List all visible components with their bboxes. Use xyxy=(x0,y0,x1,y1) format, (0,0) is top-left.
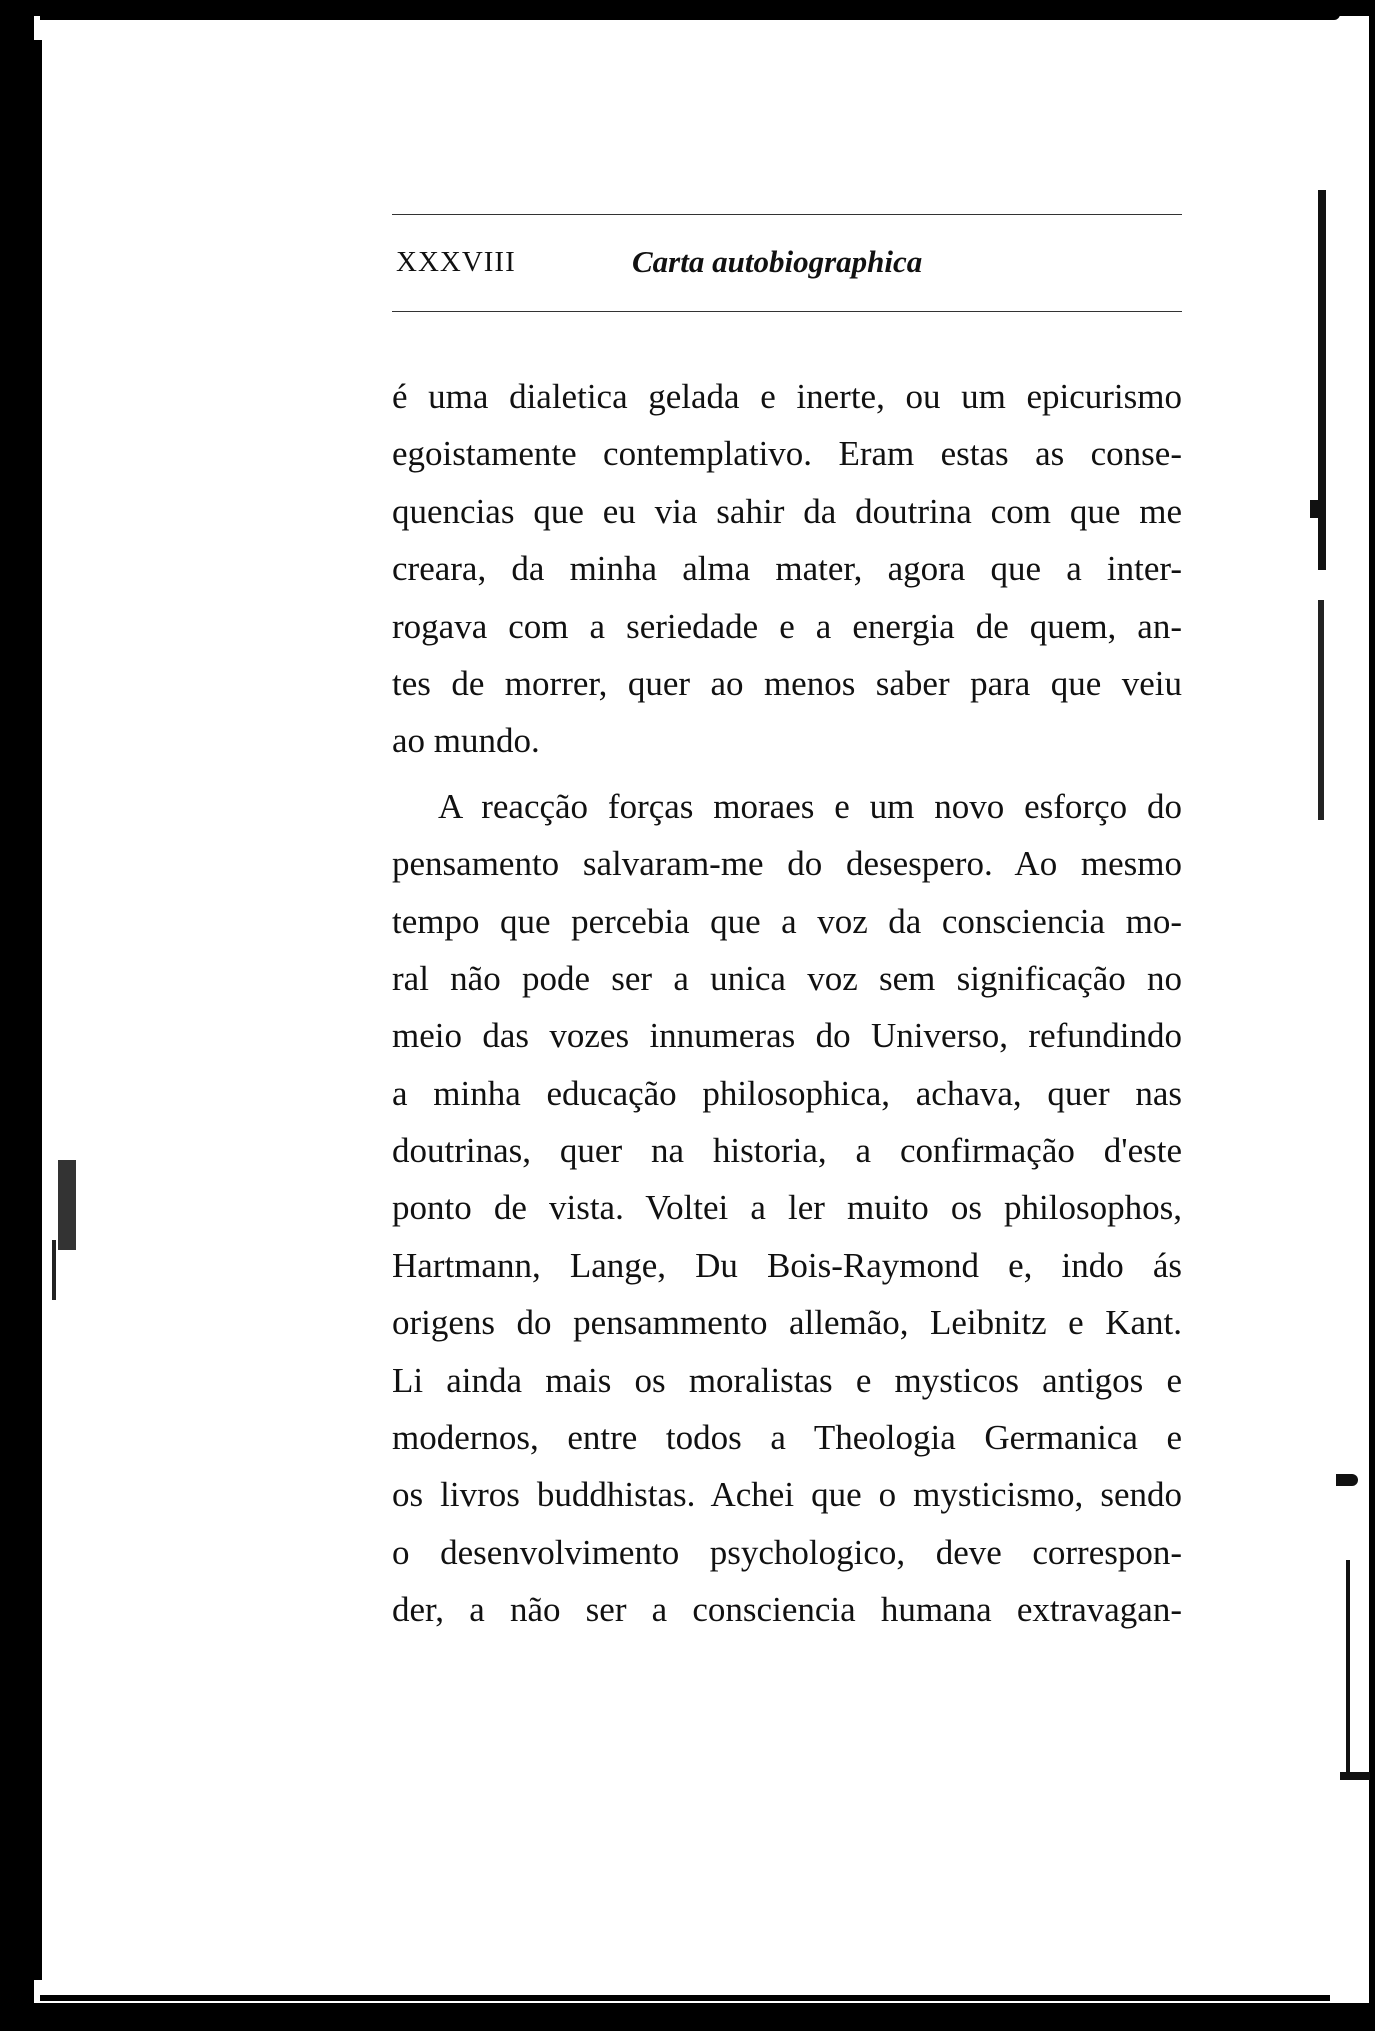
text-line: a minha educação philosophica, achava, quer nas xyxy=(392,1073,1182,1113)
margin-mark xyxy=(1318,600,1324,820)
header-rule-top xyxy=(392,214,1182,215)
text-line: ral não pode ser a unica voz sem significação no xyxy=(392,958,1182,998)
text-line: egoistamente contemplativo. Eram estas as conse- xyxy=(392,434,1182,474)
scan-edge-left xyxy=(0,0,34,2031)
text-line: tempo que percebia que a voz da consciencia mo- xyxy=(392,901,1182,941)
text-line: Li ainda mais os moralistas e mysticos antigos e xyxy=(392,1360,1182,1400)
text-line: doutrinas, quer na historia, a confirmação d'este xyxy=(392,1131,1182,1171)
running-head xyxy=(396,240,1186,290)
margin-mark xyxy=(1336,1474,1358,1486)
text-line: o desenvolvimento psychologico, deve correspon- xyxy=(392,1532,1182,1572)
text-line: rogava com a seriedade e a energia de quem, an- xyxy=(392,606,1182,646)
text-line: meio das vozes innumeras do Universo, refundindo xyxy=(392,1016,1182,1056)
margin-mark xyxy=(1346,1560,1350,1780)
text-line: modernos, entre todos a Theologia Germanica e xyxy=(392,1418,1182,1458)
margin-mark xyxy=(1340,1772,1370,1780)
page-number: XXXVIII xyxy=(396,246,516,278)
text-line: der, a não ser a consciencia humana extravagan- xyxy=(392,1590,1182,1630)
body-text xyxy=(392,368,1182,1639)
paragraph xyxy=(392,778,1182,1639)
scan-edge-bottom-shadow xyxy=(40,1995,1330,2001)
text-line: Hartmann, Lange, Du Bois-Raymond e, indo ás xyxy=(392,1245,1182,1285)
text-line: tes de morrer, quer ao menos saber para que veiu xyxy=(392,663,1182,703)
text-line: pensamento salvaram-me do desespero. Ao mesmo xyxy=(392,844,1182,884)
text-line: é uma dialetica gelada e inerte, ou um epicurismo xyxy=(392,377,1182,416)
text-line: quencias que eu via sahir da doutrina com que me xyxy=(392,491,1182,531)
running-title: Carta autobiographica xyxy=(632,244,923,279)
header-rule-bottom xyxy=(392,311,1182,312)
text-line: creara, da minha alma mater, agora que a inter- xyxy=(392,549,1182,589)
scan-edge-bottom xyxy=(0,2003,1375,2031)
text-line: ao mundo. xyxy=(392,721,540,761)
scan-edge-top-shadow xyxy=(40,14,1340,20)
text-line: origens do pensammento allemão, Leibnitz e Kant. xyxy=(392,1303,1182,1343)
margin-mark xyxy=(52,1240,56,1300)
scan-edge-left-shadow xyxy=(34,40,42,1980)
text-line: os livros buddhistas. Achei que o mysticismo, sendo xyxy=(392,1475,1182,1515)
scan-edge-right xyxy=(1369,0,1375,2031)
text-line: ponto de vista. Voltei a ler muito os philosophos, xyxy=(392,1188,1182,1228)
paragraph xyxy=(392,368,1182,770)
text-line: A reacção forças moraes e um novo esforço do xyxy=(438,786,1182,826)
margin-mark xyxy=(58,1160,76,1250)
margin-mark xyxy=(1310,500,1324,518)
